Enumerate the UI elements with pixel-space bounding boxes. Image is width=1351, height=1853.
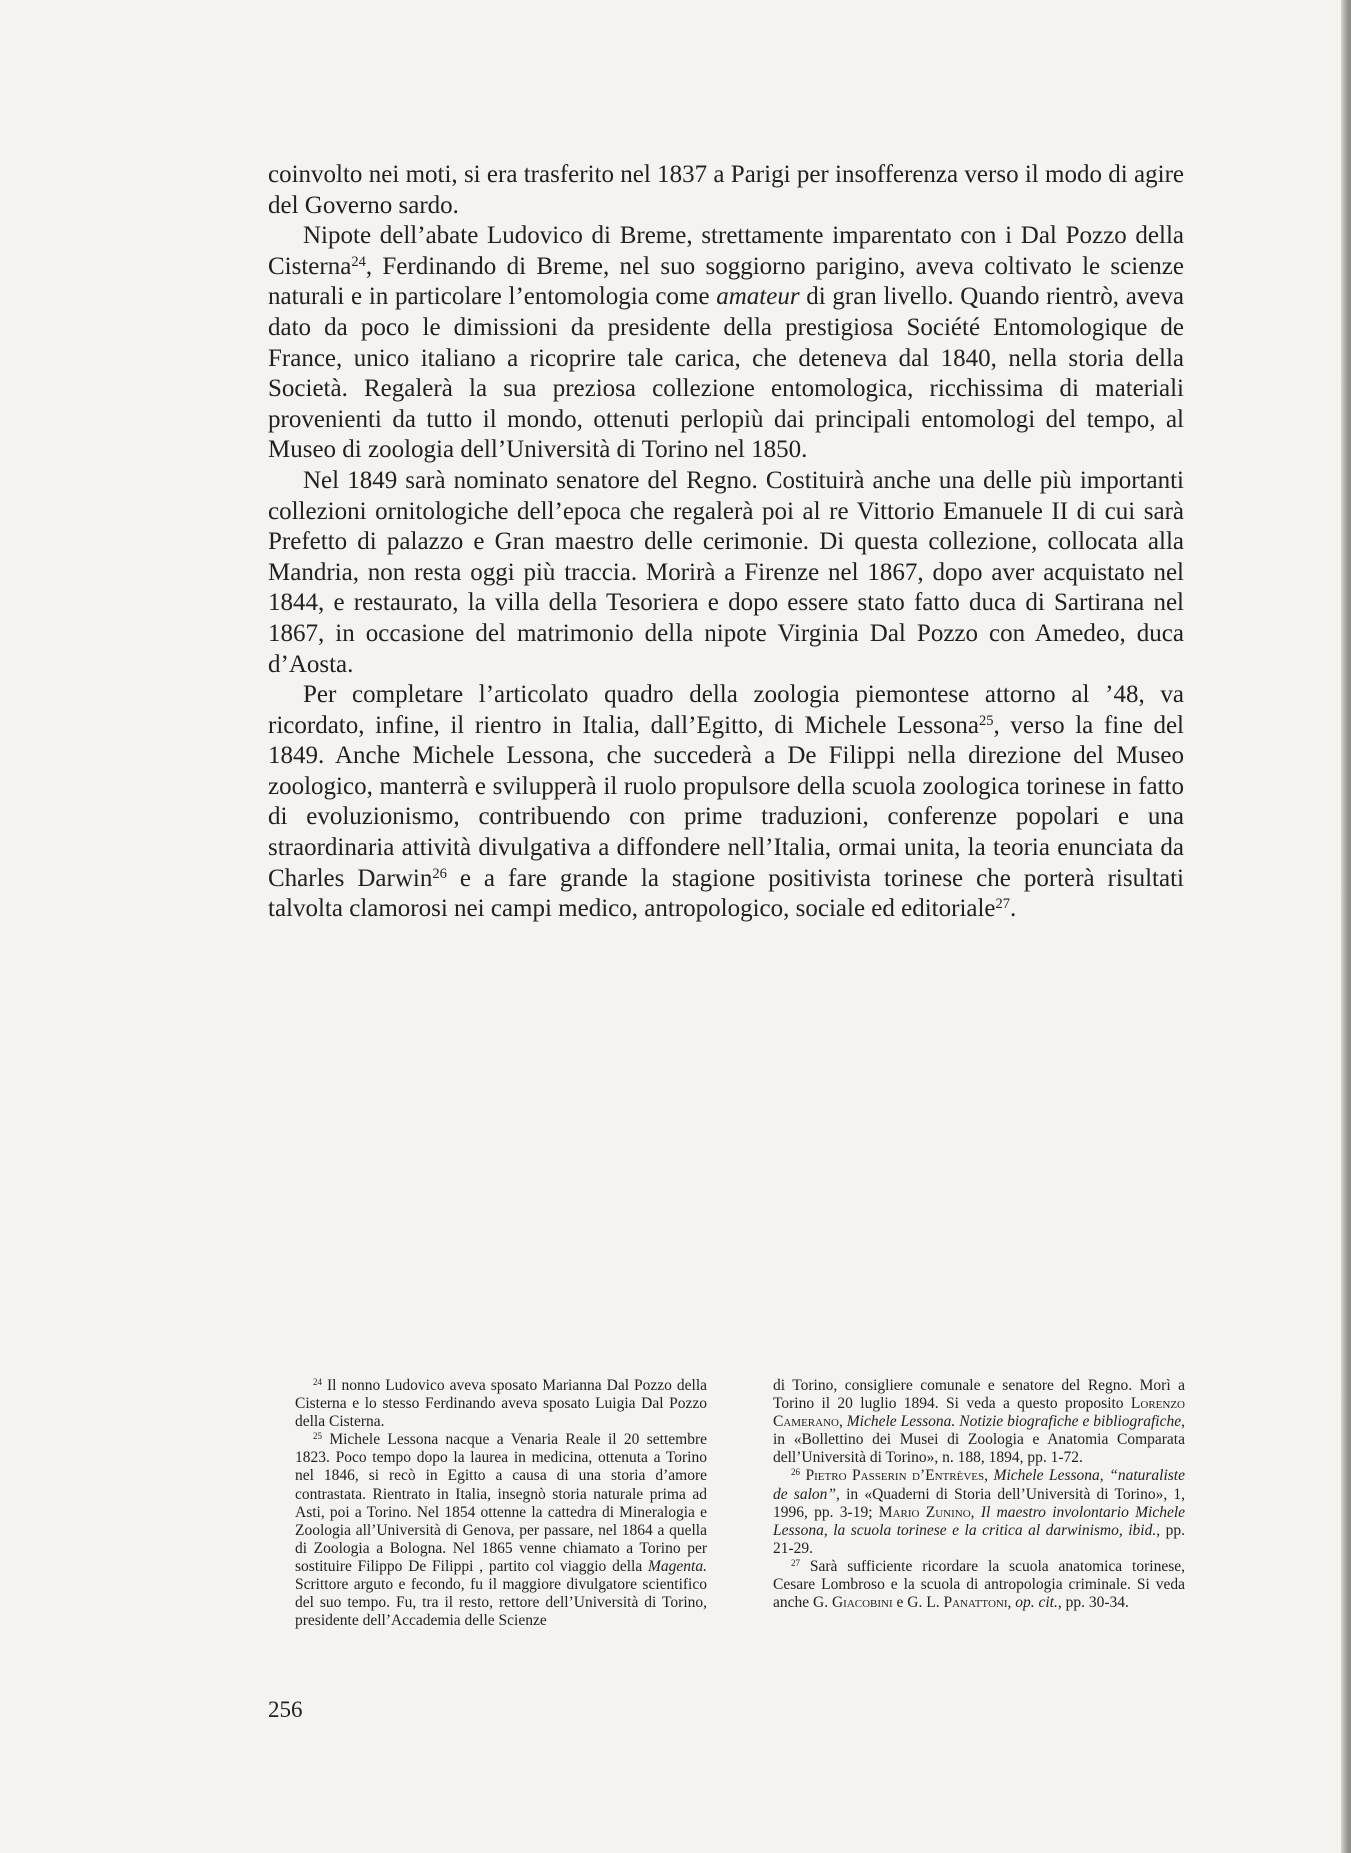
footnote-ref-26: 26 [432,865,447,882]
footnotes [295,1377,1185,1630]
footnote-25: $^{25}$ Michele Lessona nacque a Venaria Reale il 20 settembre 1823. Poco tempo dopo la laurea in medicina, ottenuta a Torino nel 1846, si recò in Egitto a causa di una storia d’amore contrastata. Rientrato in Italia, insegnò storia naturale prima ad Asti, poi a Torino. Nel 1854 ottenne la cattedra di Mineralogia e Zoologia all’Università di Genova, per passare, nel 1864 a quella di Zoologia a Bologna. Nel 1865 venne chiamato a Torino per sostituire Filippo De Filippi , partito col viaggio della Magenta. Scrittore arguto e fecondo, fu il maggiore divulgatore scientifico del suo tempo. Fu, tra il resto, rettore dell’Università di Torino, presidente dell’Accademia delle Scienze [295,1431,707,1630]
footnote-26: $^{26}$ Pietro Passerin d’Entrèves, Michele Lessona, “naturaliste de salon”, in «Quaderni di Storia dell’Università di Torino», 1, 1996, pp. 3-19; Mario Zunino, Il maestro involontario Michele Lessona, la scuola torinese e la critica al darwinismo, ibid., pp. 21-29. [773,1467,1186,1557]
paragraph: Nel 1849 sarà nominato senatore del Regno. Costituirà anche una delle più importanti collezioni ornitologiche dell’epoca che regalerà poi al re Vittorio Emanuele II di cui sarà Prefetto di palazzo e Gran maestro delle cerimonie. Di questa collezione, collocata alla Mandria, non resta oggi più traccia. Morirà a Firenze nel 1867, dopo aver acquistato nel 1844, e restaurato, la villa della Tesoriera e dopo essere stato fatto duca di Sartirana nel 1867, in occasione del matrimonio della nipote Virginia Dal Pozzo con Amedeo, duca d’Aosta. [268,466,1184,678]
footnote-25-continued: di Torino, consigliere comunale e senatore del Regno. Morì a Torino il 20 luglio 1894. Si veda a questo proposito Lorenzo Camerano, Michele Lessona. Notizie biografiche e bibliografiche, in «Bollettino dei Musei di Zoologia e Anatomia Comparata dell’Università di Torino», n. 188, 1894, pp. 1-72. [773,1377,1185,1467]
footnote-ref-27: 27 [995,896,1011,913]
main-text [268,160,1184,925]
paragraph: coinvolto nei moti, si era trasferito nel 1837 a Parigi per insofferenza verso il modo di agire del Governo sardo. [268,161,1184,219]
footnote-ref-24: 24 [351,253,366,270]
page-edge-shadow [1341,0,1351,1853]
footnote-ref-25: 25 [979,712,994,729]
footnote-column-left [295,1377,707,1630]
footnote-27: $^{27}$ Sarà sufficiente ricordare la scuola anatomica torinese, Cesare Lombroso e la scuola di antropologia criminale. Si veda anche G. Giacobini e G. L. Panattoni, op. cit., pp. 30-34. [773,1557,1185,1612]
paragraph: Per completare l’articolato quadro della zoologia piemontese attorno al ’48, va ricordato, infine, il rientro in Italia, dall’Egitto, di Michele Lessona$^{25}$, verso la fine del 1849. Anche Michele Lessona, che succederà a De Filippi nella direzione del Museo zoologico, manterrà e svilupperà il ruolo propulsore della scuola zoologica torinese in fatto di evoluzionismo, contribuendo con prime traduzioni, conferenze popolari e una straordinaria attività divulgativa a diffondere nell’Italia, ormai unita, la teoria enunciata da Charles Darwin$^{26}$ e a fare grande la stagione positivista torinese che porterà risultati talvolta clamorosi nei campi medico, antropologico, sociale ed editoriale$^{27}$. [268,681,1185,923]
footnote-24: $^{24}$ Il nonno Ludovico aveva sposato Marianna Dal Pozzo della Cisterna e lo stesso Ferdinando aveva sposato Luigia Dal Pozzo della Cisterna. [295,1377,707,1431]
page-number: 256 [268,1697,303,1722]
footnote-column-right [773,1377,1185,1630]
paragraph: Nipote dell’abate Ludovico di Breme, strettamente imparentato con i Dal Pozzo della Cisterna$^{24}$, Ferdinando di Breme, nel suo soggiorno parigino, aveva coltivato le scienze naturali e in particolare l’entomologia come amateur di gran livello. Quando rientrò, aveva dato da poco le dimissioni da presidente della prestigiosa Société Entomologique de France, unico italiano a ricoprire tale carica, che deteneva dal 1840, nella storia della Società. Regalerà la sua preziosa collezione entomologica, ricchissima di materiali provenienti da tutto il mondo, ottenuti perlopiù dai principali entomologi del tempo, al Museo di zoologia dell’Università di Torino nel 1850. [268,222,1184,464]
